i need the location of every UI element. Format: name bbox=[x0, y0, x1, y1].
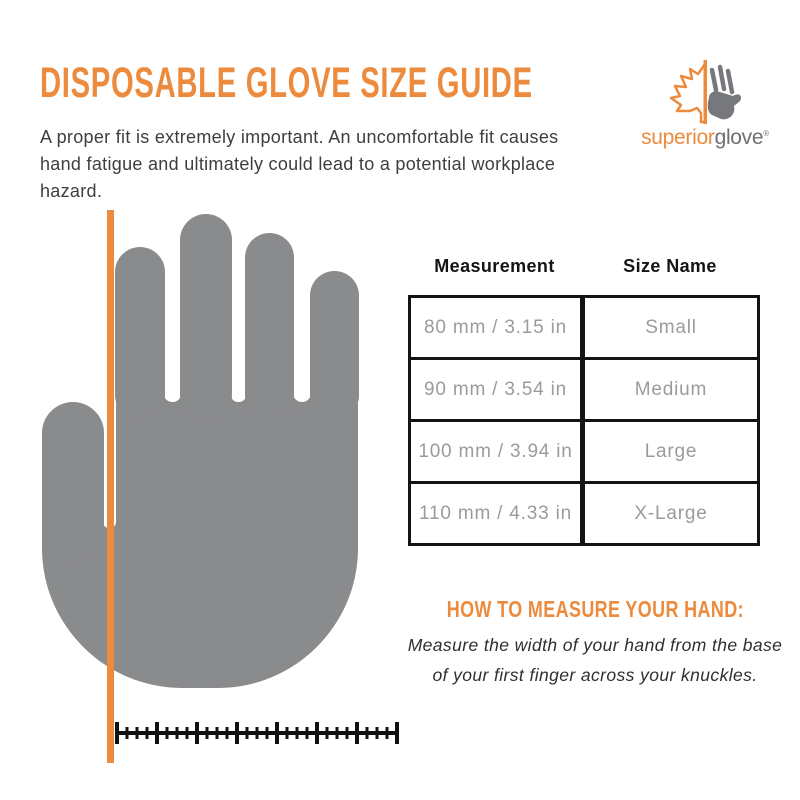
hand-logo-icon bbox=[708, 67, 741, 119]
maple-leaf-icon bbox=[671, 60, 707, 124]
column-header-size-name: Size Name bbox=[623, 256, 717, 276]
table-row bbox=[410, 359, 759, 421]
logo-wordmark bbox=[625, 126, 785, 150]
table-header-row bbox=[408, 256, 759, 284]
logo-mark-icon bbox=[663, 54, 747, 128]
size-name-cell: Small bbox=[583, 297, 759, 359]
measurement-cell: 100 mm / 3.94 in bbox=[410, 421, 583, 483]
measurement-cell: 80 mm / 3.15 in bbox=[410, 297, 583, 359]
table-row bbox=[410, 483, 759, 545]
table-row bbox=[410, 297, 759, 359]
how-to-measure-heading: HOW TO MEASURE YOUR HAND: bbox=[446, 596, 744, 622]
measure-line bbox=[107, 210, 114, 763]
page-title: DISPOSABLE GLOVE SIZE GUIDE bbox=[40, 59, 533, 107]
intro-line-1: A proper fit is extremely important. An uncomfortable fit causes bbox=[40, 127, 559, 147]
size-table bbox=[408, 295, 760, 546]
registered-mark: ® bbox=[763, 129, 769, 138]
measurement-cell: 110 mm / 4.33 in bbox=[410, 483, 583, 545]
instruction-line-2: of your first finger across your knuckles. bbox=[432, 665, 758, 685]
ruler-icon bbox=[112, 710, 404, 756]
logo-word-glove: glove bbox=[714, 126, 764, 149]
hand-illustration bbox=[20, 190, 420, 790]
instruction-line-1: Measure the width of your hand from the base bbox=[407, 635, 783, 655]
table-row bbox=[410, 421, 759, 483]
how-to-measure-section bbox=[405, 596, 785, 690]
intro-line-2: hand fatigue and ultimately could lead to a potential workplace hazard. bbox=[40, 154, 556, 201]
logo-word-superior: superior bbox=[641, 126, 715, 149]
how-to-measure-instructions bbox=[405, 630, 785, 690]
measurement-cell: 90 mm / 3.54 in bbox=[410, 359, 583, 421]
size-name-cell: Large bbox=[583, 421, 759, 483]
superior-glove-logo bbox=[625, 54, 785, 154]
size-name-cell: X-Large bbox=[583, 483, 759, 545]
column-header-measurement: Measurement bbox=[434, 256, 555, 276]
size-name-cell: Medium bbox=[583, 359, 759, 421]
hand-icon bbox=[20, 190, 420, 790]
